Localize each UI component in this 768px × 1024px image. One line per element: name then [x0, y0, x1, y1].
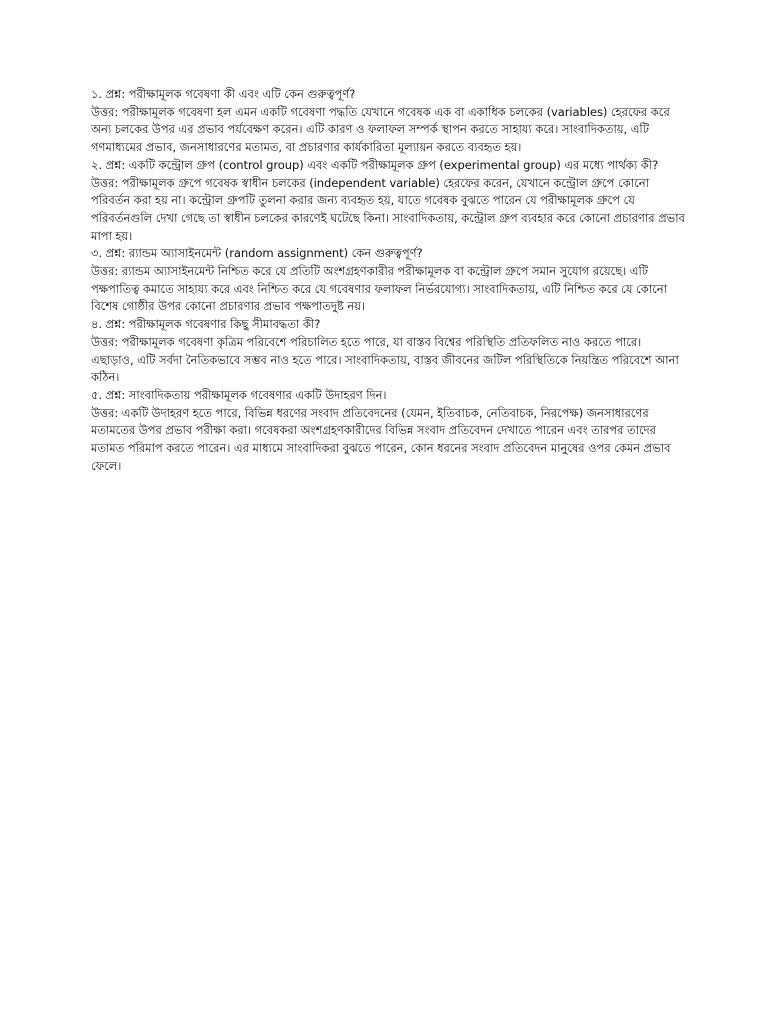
question-1: ১. প্রশ্ন: পরীক্ষামূলক গবেষণা কী এবং এটি কেন গুরুত্বপূর্ণ?	[91, 87, 356, 101]
answer-3: উত্তর: র‍্যান্ডম অ্যাসাইনমেন্ট নিশ্চিত করে যে প্রতিটি অংশগ্রহণকারীর পরীক্ষামূলক বা কন্ট্রোল গ্রুপে সমান সুযোগ রয়েছে। এটি পক্ষপাতিত্ব কমাতে সাহায্য করে এবং নিশ্চিত করে যে গবেষণার ফলাফল নির্ভরযোগ্য। সাংবাদিকতায়, এটি নিশ্চিত করে যে কোনো বিশেষ গোষ্ঠীর উপর কোনো প্রচারণার প্রভাব পক্ষপাতদুষ্ট নয়।	[91, 264, 667, 314]
answer-2: উত্তর: পরীক্ষামূলক গ্রুপে গবেষক স্বাধীন চলকের (independent variable) হেরফের করেন, যেখানে কন্ট্রোল গ্রুপে কোনো পরিবর্তন করা হয় না। কন্ট্রোল গ্রুপটি তুলনা করার জন্য ব্যবহৃত হয়, যাতে গবেষক বুঝতে পারেন যে পরীক্ষামূলক গ্রুপে যে পরিবর্তনগুলি দেখা গেছে তা স্বাধীন চলকের কারণেই ঘটেছে কিনা। সাংবাদিকতায়, কন্ট্রোল গ্রুপ ব্যবহার করে কোনো প্রচারণার প্রভাব মাপা হয়।	[91, 175, 685, 243]
answer-5: উত্তর: একটি উদাহরণ হতে পারে, বিভিন্ন ধরণের সংবাদ প্রতিবেদনের (যেমন, ইতিবাচক, নেতিবাচক, নিরপেক্ষ) জনসাধারণের মতামতের উপর প্রভাব পরীক্ষা করা। গবেষকরা অংশগ্রহণকারীদের বিভিন্ন সংবাদ প্রতিবেদন দেখাতে পারেন এবং তারপর তাদের মতামত পরিমাপ করতে পারেন। এর মাধ্যমে সাংবাদিকরা বুঝতে পারেন, কোন ধরনের সংবাদ প্রতিবেদন মানুষের ওপর কেমন প্রভাব ফেলে।	[91, 405, 671, 473]
question-3: ৩. প্রশ্ন: র‍্যান্ডম অ্যাসাইনমেন্ট (random assignment) কেন গুরুত্বপূর্ণ?	[91, 246, 423, 261]
qa-item-1	[91, 86, 687, 157]
qa-item-2	[91, 157, 687, 246]
question-4: ৪. প্রশ্ন: পরীক্ষামূলক গবেষণার কিছু সীমাবদ্ধতা কী?	[91, 317, 321, 332]
qa-item-5	[91, 387, 687, 476]
answer-1: উত্তর: পরীক্ষামূলক গবেষণা হল এমন একটি গবেষণা পদ্ধতি যেখানে গবেষক এক বা একাধিক চলকের (variables) হেরফের করে অন্য চলকের উপর এর প্রভাব পর্যবেক্ষণ করেন। এটি কারণ ও ফলাফল সম্পর্ক স্থাপন করতে সাহায্য করে। সাংবাদিকতায়, এটি গণমাধ্যমের প্রভাব, জনসাধারণের মতামত, বা প্রচারণার কার্যকারিতা মূল্যায়ন করতে ব্যবহৃত হয়।	[91, 104, 670, 155]
qa-item-4	[91, 316, 687, 387]
answer-4: উত্তর: পরীক্ষামূলক গবেষণা কৃত্রিম পরিবেশে পরিচালিত হতে পারে, যা বাস্তব বিশ্বের পরিস্থিতি প্রতিফলিত নাও করতে পারে। এছাড়াও, এটি সর্বদা নৈতিকভাবে সম্ভব নাও হতে পারে। সাংবাদিকতায়, বাস্তব জীবনের জটিল পরিস্থিতিকে নিয়ন্ত্রিত পরিবেশে আনা কঠিন।	[91, 334, 679, 385]
question-2: ২. প্রশ্ন: একটি কন্ট্রোল গ্রুপ (control group) এবং একটি পরীক্ষামূলক গ্রুপ (experimental group) এর মধ্যে পার্থক্য কী?	[91, 157, 659, 172]
qa-item-3	[91, 245, 687, 316]
document-body	[91, 86, 687, 475]
question-5: ৫. প্রশ্ন: সাংবাদিকতায় পরীক্ষামূলক গবেষণার একটি উদাহরণ দিন।	[91, 387, 387, 402]
